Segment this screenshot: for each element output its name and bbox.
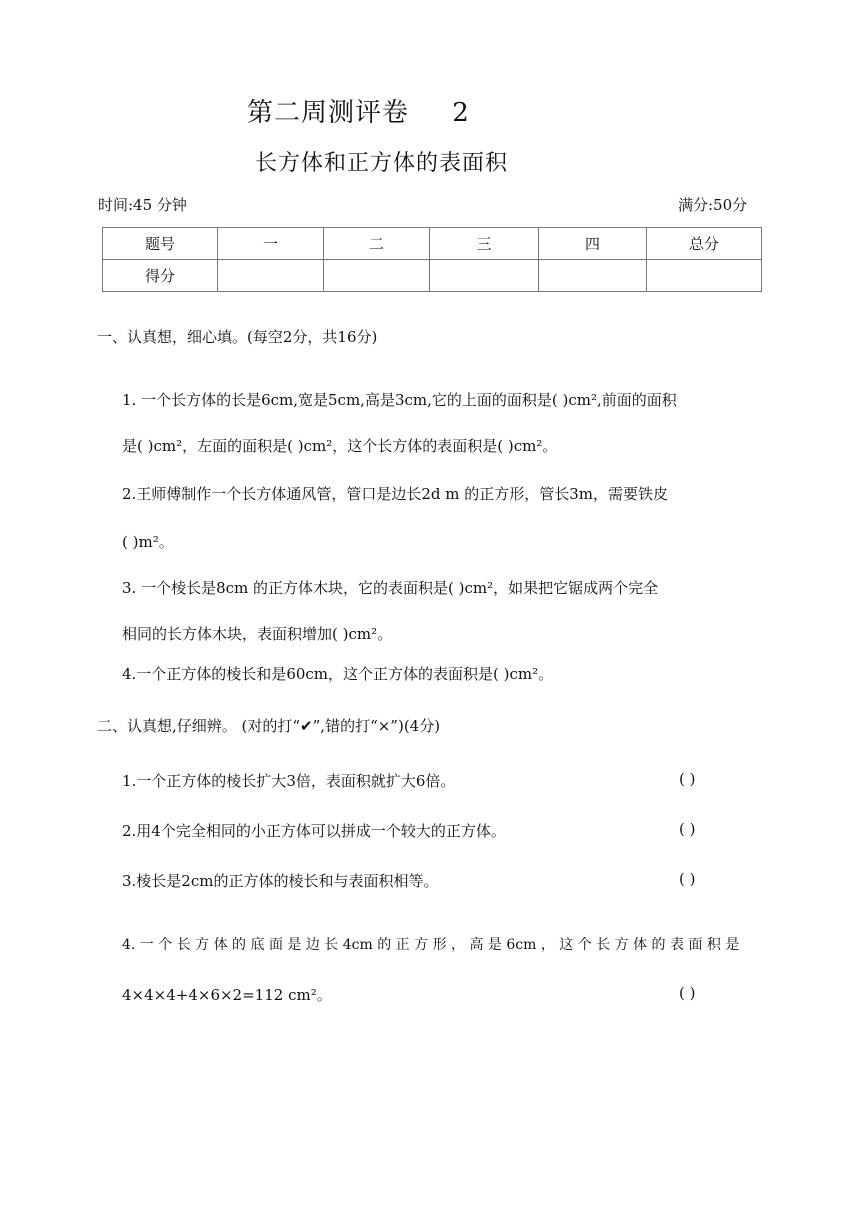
s2-q1-answer-bracket[interactable]: ( ) bbox=[679, 770, 696, 788]
s1-q3-line1: 3. 一个棱长是8cm 的正方体木块，它的表面积是( )cm²，如果把它锯成两个完全 bbox=[122, 579, 659, 597]
s1-q2-line2: ( )m²。 bbox=[122, 533, 174, 551]
score-header-cell: 四 bbox=[539, 228, 647, 260]
s2-q4-line1: 4. 一 个 长 方 体 的 底 面 是 边 长 4cm 的 正 方 形 ， 高 是 6cm ， 这 个 长 方 体 的 表 面 积 是 bbox=[122, 937, 740, 953]
s2-q4-line2: 4×4×4+4×6×2=112 cm²。 bbox=[122, 986, 332, 1004]
full-score: 满分:50分 bbox=[678, 196, 748, 214]
score-cell[interactable] bbox=[218, 260, 324, 292]
s2-q1: 1.一个正方体的棱长扩大3倍，表面积就扩大6倍。 bbox=[122, 772, 456, 790]
section2-heading: 二、认真想,仔细辨。 (对的打“✔”,错的打“×”)(4分) bbox=[97, 717, 441, 735]
s1-q1-line2: 是( )cm²，左面的面积是( )cm²，这个长方体的表面积是( )cm²。 bbox=[122, 437, 558, 455]
title-number: 2 bbox=[452, 98, 470, 128]
score-header-cell: 二 bbox=[324, 228, 430, 260]
s1-q1-line1: 1. 一个长方体的长是6cm,宽是5cm,高是3cm,它的上面的面积是( )cm²,前面的面积 bbox=[122, 391, 677, 409]
score-header-cell: 题号 bbox=[103, 228, 218, 260]
score-header-cell: 一 bbox=[218, 228, 324, 260]
s1-q3-line2: 相同的长方体木块，表面积增加( )cm²。 bbox=[122, 625, 393, 643]
score-table bbox=[102, 227, 762, 292]
page-subtitle: 长方体和正方体的表面积 bbox=[255, 151, 509, 176]
score-header-cell: 三 bbox=[430, 228, 539, 260]
section1-heading: 一、认真想，细心填。(每空2分，共16分) bbox=[97, 328, 378, 346]
score-cell[interactable] bbox=[647, 260, 762, 292]
score-table-header-row bbox=[103, 228, 762, 260]
score-table-score-row bbox=[103, 260, 762, 292]
s2-q2-answer-bracket[interactable]: ( ) bbox=[679, 820, 696, 838]
score-row-label: 得分 bbox=[103, 260, 218, 292]
score-cell[interactable] bbox=[324, 260, 430, 292]
title-text: 第二周测评卷 bbox=[247, 98, 410, 128]
score-header-cell: 总分 bbox=[647, 228, 762, 260]
time-limit: 时间:45 分钟 bbox=[98, 196, 187, 214]
score-cell[interactable] bbox=[430, 260, 539, 292]
score-cell[interactable] bbox=[539, 260, 647, 292]
s2-q2: 2.用4个完全相同的小正方体可以拼成一个较大的正方体。 bbox=[122, 822, 506, 840]
s2-q3: 3.棱长是2cm的正方体的棱长和与表面积相等。 bbox=[122, 872, 439, 890]
s1-q2-line1: 2.王师傅制作一个长方体通风管，管口是边长2d m 的正方形，管长3m，需要铁皮 bbox=[122, 485, 668, 503]
s2-q3-answer-bracket[interactable]: ( ) bbox=[679, 870, 696, 888]
s1-q4: 4.一个正方体的棱长和是60cm，这个正方体的表面积是( )cm²。 bbox=[122, 665, 554, 683]
page-title bbox=[247, 92, 470, 129]
s2-q4-answer-bracket[interactable]: ( ) bbox=[679, 984, 696, 1002]
